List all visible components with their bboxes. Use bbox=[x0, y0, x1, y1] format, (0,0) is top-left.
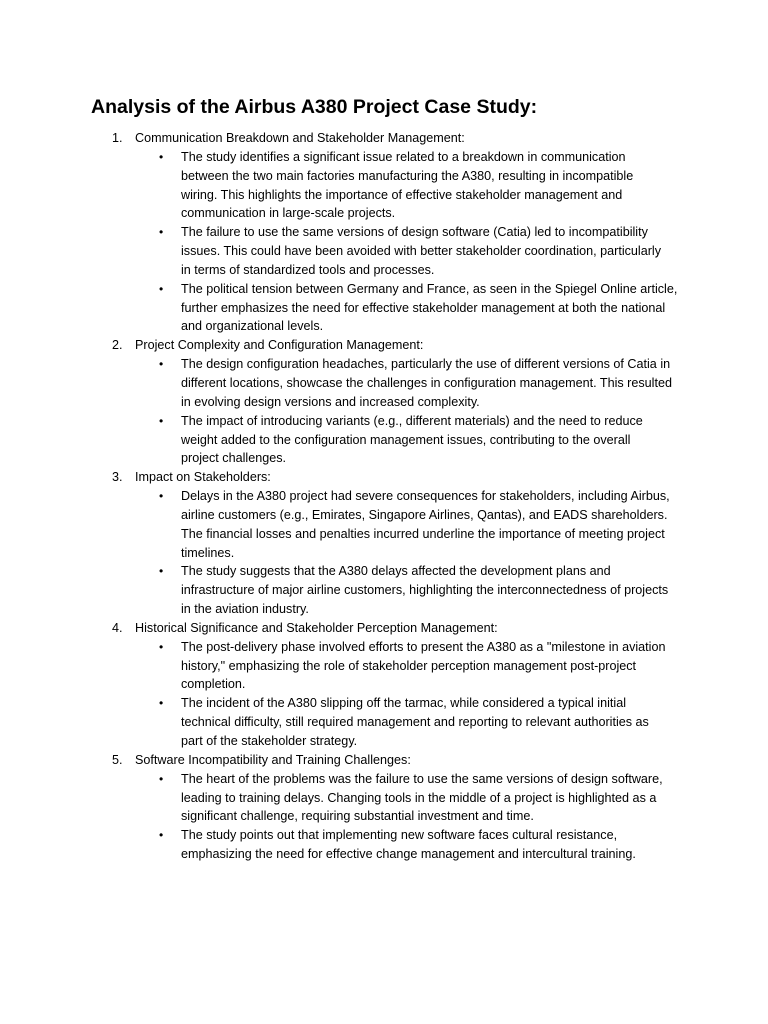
section-heading bbox=[0, 751, 768, 770]
bullet-text-line: communication in large-scale projects. bbox=[181, 206, 396, 221]
bullet-text-line: and organizational levels. bbox=[181, 319, 324, 334]
bullet-dot-icon: • bbox=[159, 696, 164, 711]
bullet-text-line: significant challenge, requiring substantial investment and time. bbox=[181, 809, 534, 824]
bullet-dot-icon: • bbox=[159, 564, 164, 579]
section-number: 2. bbox=[112, 338, 123, 353]
bullet-text-line: timelines. bbox=[181, 545, 235, 560]
bullet-item bbox=[0, 694, 768, 751]
bullet-item bbox=[0, 355, 768, 412]
section-title: Project Complexity and Configuration Management: bbox=[135, 338, 424, 353]
bullet-text-line: in terms of standardized tools and processes. bbox=[181, 262, 435, 277]
section-title: Historical Significance and Stakeholder Perception Management: bbox=[135, 620, 498, 635]
section-heading bbox=[0, 619, 768, 638]
bullet-text-line: The financial losses and penalties incurred underline the importance of meeting project bbox=[181, 526, 665, 541]
bullet-dot-icon: • bbox=[159, 639, 164, 654]
bullet-text-line: further emphasizes the need for effective stakeholder management at both the national bbox=[181, 300, 666, 315]
bullet-text-line: The heart of the problems was the failure to use the same versions of design software, bbox=[181, 771, 663, 786]
bullet-text-line: leading to training delays. Changing tools in the middle of a project is highlighted as a bbox=[181, 790, 657, 805]
bullet-text-line: The impact of introducing variants (e.g., different materials) and the need to reduce bbox=[181, 413, 643, 428]
section-heading bbox=[0, 468, 768, 487]
bullet-text-line: infrastructure of major airline customers, highlighting the interconnectedness of projects bbox=[181, 583, 669, 598]
bullet-dot-icon: • bbox=[159, 771, 164, 786]
bullet-text-line: emphasizing the need for effective change management and intercultural training. bbox=[181, 847, 636, 862]
bullet-list bbox=[0, 487, 768, 619]
bullet-item bbox=[0, 487, 768, 562]
bullet-text-line: The study suggests that the A380 delays affected the development plans and bbox=[181, 564, 611, 579]
bullet-list bbox=[0, 770, 768, 864]
bullet-text-line: technical difficulty, still required management and reporting to relevant authorities as bbox=[181, 715, 649, 730]
bullet-dot-icon: • bbox=[159, 357, 164, 372]
bullet-text-line: The political tension between Germany and France, as seen in the Spiegel Online article, bbox=[181, 281, 678, 296]
bullet-text-line: in evolving design versions and increased complexity. bbox=[181, 394, 480, 409]
outline-section bbox=[0, 336, 768, 468]
section-number: 3. bbox=[112, 470, 123, 485]
bullet-list bbox=[0, 355, 768, 468]
bullet-item bbox=[0, 770, 768, 827]
bullet-item bbox=[0, 223, 768, 280]
section-number: 1. bbox=[112, 131, 123, 145]
section-title: Communication Breakdown and Stakeholder Management: bbox=[135, 131, 465, 145]
bullet-item bbox=[0, 280, 768, 337]
bullet-dot-icon: • bbox=[159, 413, 164, 428]
section-number: 5. bbox=[112, 752, 123, 767]
bullet-text-line: weight added to the configuration management issues, contributing to the overall bbox=[181, 432, 631, 447]
bullet-text-line: different locations, showcase the challenges in configuration management. This resulted bbox=[181, 375, 672, 390]
bullet-dot-icon: • bbox=[159, 281, 164, 296]
bullet-text-line: The incident of the A380 slipping off the tarmac, while considered a typical initial bbox=[181, 696, 627, 711]
bullet-text-line: The design configuration headaches, particularly the use of different versions of Catia in bbox=[181, 357, 671, 372]
bullet-item bbox=[0, 562, 768, 619]
bullet-text-line: in the aviation industry. bbox=[181, 602, 309, 617]
bullet-item bbox=[0, 412, 768, 469]
bullet-text-line: The failure to use the same versions of design software (Catia) led to incompatibility bbox=[181, 225, 648, 240]
bullet-dot-icon: • bbox=[159, 225, 164, 240]
bullet-text-line: part of the stakeholder strategy. bbox=[181, 734, 358, 748]
bullet-text-line: The study points out that implementing new software faces cultural resistance, bbox=[181, 828, 618, 843]
bullet-dot-icon: • bbox=[159, 489, 164, 504]
bullet-dot-icon: • bbox=[159, 149, 164, 164]
bullet-text-line: completion. bbox=[181, 677, 246, 692]
bullet-list bbox=[0, 148, 768, 336]
section-title: Impact on Stakeholders: bbox=[135, 470, 271, 485]
outline-section bbox=[0, 468, 768, 619]
bullet-dot-icon: • bbox=[159, 828, 164, 843]
outline-section bbox=[0, 751, 768, 864]
bullet-item bbox=[0, 826, 768, 864]
bullet-text-line: project challenges. bbox=[181, 451, 287, 466]
section-heading bbox=[0, 129, 768, 148]
bullet-text-line: between the two main factories manufacturing the A380, resulting in incompatible bbox=[181, 168, 634, 183]
section-heading bbox=[0, 336, 768, 355]
bullet-text-line: wiring. This highlights the importance of effective stakeholder management and bbox=[181, 187, 623, 202]
outline-section bbox=[0, 129, 768, 336]
bullet-text-line: issues. This could have been avoided with better stakeholder coordination, particularly bbox=[181, 244, 662, 259]
bullet-text-line: airline customers (e.g., Emirates, Singapore Airlines, Qantas), and EADS shareholders. bbox=[181, 507, 668, 522]
section-title: Software Incompatibility and Training Challenges: bbox=[135, 752, 411, 767]
outline-section bbox=[0, 619, 768, 751]
bullet-list bbox=[0, 638, 768, 751]
bullet-item bbox=[0, 638, 768, 695]
bullet-text-line: Delays in the A380 project had severe consequences for stakeholders, including Airbus, bbox=[181, 489, 670, 504]
numbered-outline bbox=[0, 129, 768, 864]
bullet-item bbox=[0, 148, 768, 223]
section-number: 4. bbox=[112, 620, 123, 635]
document-title: Analysis of the Airbus A380 Project Case Study: bbox=[91, 96, 538, 118]
bullet-text-line: The post-delivery phase involved efforts to present the A380 as a "milestone in aviation bbox=[181, 639, 666, 654]
bullet-text-line: The study identifies a significant issue related to a breakdown in communication bbox=[181, 149, 626, 164]
bullet-text-line: history," emphasizing the role of stakeholder perception management post-project bbox=[181, 658, 637, 673]
